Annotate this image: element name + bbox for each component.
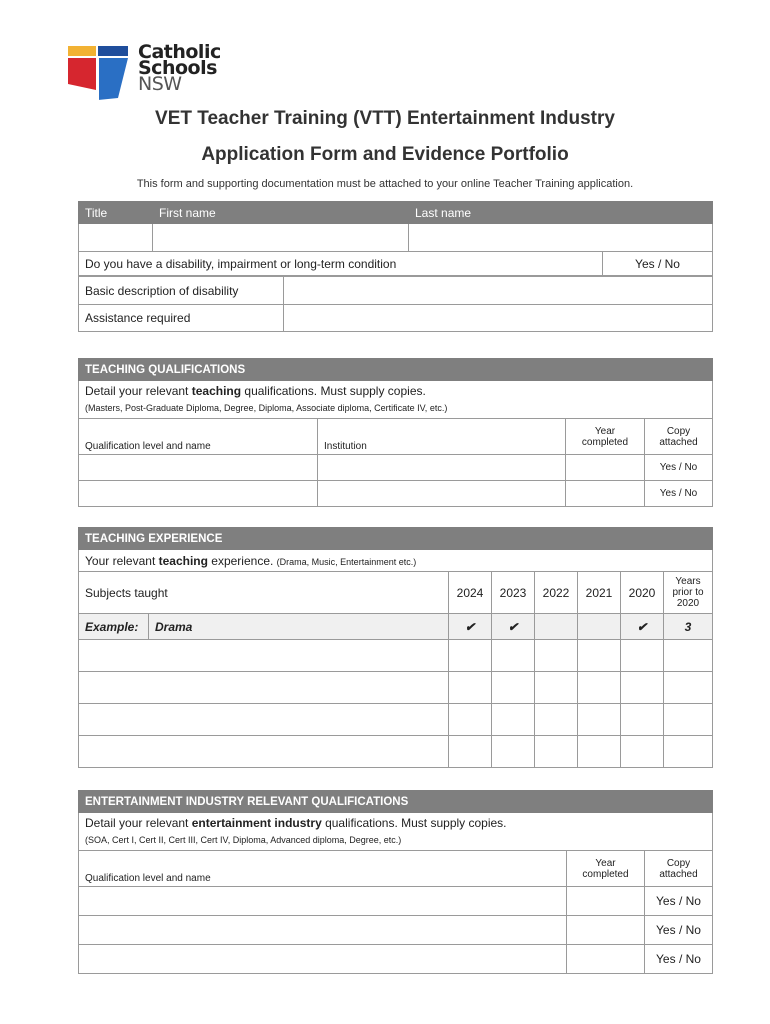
example-mark-2021 bbox=[578, 614, 621, 640]
table-row[interactable] bbox=[79, 887, 567, 916]
col-year-2024: 2024 bbox=[449, 572, 492, 614]
col-year-completed: Year completed bbox=[566, 419, 645, 455]
title-field[interactable] bbox=[79, 224, 153, 252]
first-name-field[interactable] bbox=[153, 224, 409, 252]
example-mark-2022 bbox=[535, 614, 578, 640]
col-copy-attached: Copy attached bbox=[645, 419, 713, 455]
example-mark-2023: ✔ bbox=[492, 614, 535, 640]
col-year-2021: 2021 bbox=[578, 572, 621, 614]
example-label: Example: bbox=[79, 614, 149, 640]
col-qualification: Qualification level and name bbox=[79, 851, 567, 887]
teaching-quals-table bbox=[78, 358, 713, 507]
copy-yes-no[interactable]: Yes / No bbox=[645, 887, 713, 916]
col-year-2022: 2022 bbox=[535, 572, 578, 614]
col-year-completed: Year completed bbox=[567, 851, 645, 887]
table-row[interactable] bbox=[79, 640, 713, 672]
table-row[interactable] bbox=[79, 704, 713, 736]
teaching-exp-detail: Your relevant teaching experience. (Drama, Music, Entertainment etc.) bbox=[79, 550, 713, 572]
personal-table bbox=[78, 201, 713, 276]
col-years-prior: Years prior to 2020 bbox=[664, 572, 713, 614]
ent-quals-detail: Detail your relevant entertainment industry qualifications. Must supply copies. (SOA, Cert I, Cert II, Cert III, Cert IV, Diploma, Advanced diploma, Degree, etc.) bbox=[79, 813, 713, 851]
disability-desc-label: Basic description of disability bbox=[79, 277, 284, 305]
disability-table bbox=[78, 276, 713, 332]
ent-quals-table bbox=[78, 790, 713, 974]
col-institution: Institution bbox=[318, 419, 566, 455]
copy-yes-no[interactable]: Yes / No bbox=[645, 455, 713, 481]
copy-yes-no[interactable]: Yes / No bbox=[645, 945, 713, 974]
col-qualification: Qualification level and name bbox=[79, 419, 318, 455]
copy-yes-no[interactable]: Yes / No bbox=[645, 481, 713, 507]
teaching-quals-detail: Detail your relevant teaching qualifications. Must supply copies. (Masters, Post-Graduate Diploma, Degree, Diploma, Associate diploma, Certificate IV, etc.) bbox=[79, 381, 713, 419]
col-subjects-taught: Subjects taught bbox=[79, 572, 449, 614]
example-years-prior: 3 bbox=[664, 614, 713, 640]
example-mark-2020: ✔ bbox=[621, 614, 664, 640]
table-row[interactable] bbox=[79, 916, 567, 945]
copy-yes-no[interactable]: Yes / No bbox=[645, 916, 713, 945]
table-row[interactable] bbox=[79, 455, 318, 481]
table-row[interactable] bbox=[79, 672, 713, 704]
title-line-2: Application Form and Evidence Portfolio bbox=[201, 144, 569, 165]
title-line-1: VET Teacher Training (VTT) Entertainment Industry bbox=[155, 108, 615, 129]
assistance-field[interactable] bbox=[284, 305, 713, 332]
last-name-field[interactable] bbox=[409, 224, 713, 252]
example-subject: Drama bbox=[149, 614, 449, 640]
table-row[interactable] bbox=[79, 481, 318, 507]
disability-desc-field[interactable] bbox=[284, 277, 713, 305]
intro-text: This form and supporting documentation must be attached to your online Teacher Training application. bbox=[136, 178, 634, 190]
teaching-exp-table bbox=[78, 527, 713, 768]
logo-wordmark: Catholic Schools NSW bbox=[138, 41, 221, 95]
assistance-label: Assistance required bbox=[79, 305, 284, 332]
table-row[interactable] bbox=[79, 736, 713, 768]
example-mark-2024: ✔ bbox=[449, 614, 492, 640]
teaching-quals-heading: TEACHING QUALIFICATIONS bbox=[79, 359, 713, 381]
ent-quals-heading: ENTERTAINMENT INDUSTRY RELEVANT QUALIFICATIONS bbox=[79, 791, 713, 813]
col-year-2020: 2020 bbox=[621, 572, 664, 614]
table-row[interactable] bbox=[79, 945, 567, 974]
teaching-exp-heading: TEACHING EXPERIENCE bbox=[79, 528, 713, 550]
disability-question: Do you have a disability, impairment or long-term condition bbox=[79, 252, 603, 276]
col-title: Title bbox=[79, 202, 153, 224]
disability-yes-no[interactable]: Yes / No bbox=[603, 252, 713, 276]
col-first-name: First name bbox=[153, 202, 409, 224]
col-copy-attached: Copy attached bbox=[645, 851, 713, 887]
col-year-2023: 2023 bbox=[492, 572, 535, 614]
col-last-name: Last name bbox=[409, 202, 713, 224]
